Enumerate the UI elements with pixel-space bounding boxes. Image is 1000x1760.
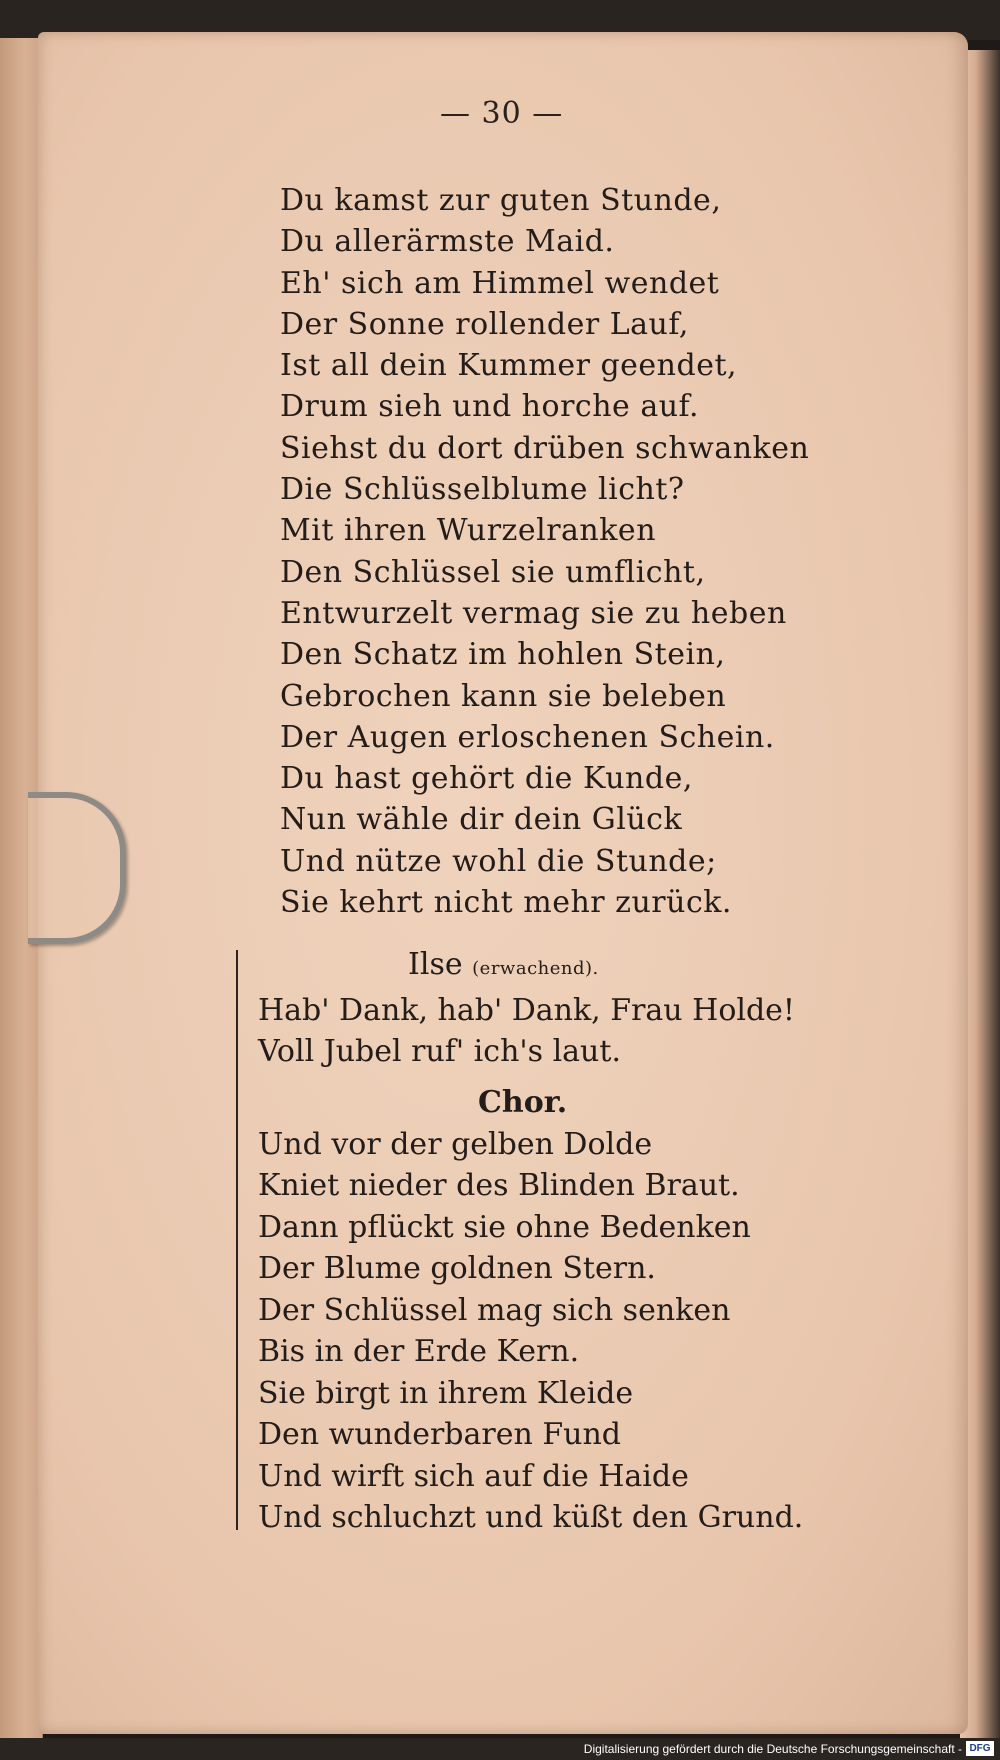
chorus-bracket — [236, 950, 252, 1530]
digitization-credit: Digitalisierung gefördert durch die Deutsche Forschungsgemeinschaft - — [583, 1742, 962, 1756]
verse-line: Die Schlüsselblume licht? — [280, 472, 685, 508]
chorus-line: Der Schlüssel mag sich senken — [258, 1292, 731, 1328]
page-number: — 30 — — [440, 96, 564, 131]
speaker-line: Voll Jubel ruf' ich's laut. — [258, 1034, 621, 1069]
speaker-line: Hab' Dank, hab' Dank, Frau Holde! — [258, 992, 795, 1028]
chorus-line: Sie birgt in ihrem Kleide — [258, 1375, 634, 1411]
chorus-line: Der Blume goldnen Stern. — [258, 1251, 656, 1286]
verse-line: Du hast gehört die Kunde, — [280, 761, 693, 797]
verse-line: Den Schatz im hohlen Stein, — [280, 637, 726, 673]
verse-line: Du allerärmste Maid. — [280, 224, 615, 260]
verse-line: Entwurzelt vermag sie zu heben — [280, 595, 787, 631]
chorus-line: Kniet nieder des Blinden Braut. — [258, 1168, 740, 1203]
chorus-line: Und wirft sich auf die Haide — [258, 1458, 689, 1494]
chorus-line: Bis in der Erde Kern. — [258, 1334, 580, 1369]
chorus-line: Den wunderbaren Fund — [258, 1417, 621, 1452]
verse-line: Gebrochen kann sie beleben — [280, 678, 727, 714]
verse-line: Nun wähle dir dein Glück — [280, 802, 683, 838]
verse-block — [280, 180, 809, 923]
page-clip — [28, 792, 126, 944]
speaker-block — [258, 944, 795, 1073]
chorus-line: Dann pflückt sie ohne Bedenken — [258, 1209, 751, 1245]
verse-line: Den Schlüssel sie umflicht, — [280, 554, 706, 590]
verse-line: Sie kehrt nicht mehr zurück. — [280, 885, 732, 921]
dfg-logo: DFG — [966, 1741, 994, 1756]
verse-line: Siehst du dort drüben schwanken — [280, 430, 810, 466]
verse-line: Du kamst zur guten Stunde, — [280, 183, 722, 218]
stage-direction: (erwachend). — [472, 958, 599, 979]
verse-line: Mit ihren Wurzelranken — [280, 513, 657, 549]
verse-line: Drum sieh und horche auf. — [280, 389, 700, 425]
chorus-block — [258, 1082, 803, 1539]
verse-line: Der Augen erloschenen Schein. — [280, 719, 775, 755]
chorus-line: Und vor der gelben Dolde — [258, 1126, 653, 1162]
speaker-heading — [258, 944, 795, 990]
chorus-bracket-tick — [222, 1210, 238, 1250]
chorus-line: Und schluchzt und küßt den Grund. — [258, 1500, 804, 1535]
verse-line: Und nütze wohl die Stunde; — [280, 843, 717, 879]
verse-line: Der Sonne rollender Lauf, — [280, 306, 689, 342]
verse-line: Ist all dein Kummer geendet, — [280, 348, 738, 384]
speaker-name: Ilse — [408, 947, 463, 982]
chorus-heading: Chor. — [478, 1085, 568, 1120]
verse-line: Eh' sich am Himmel wendet — [280, 265, 720, 301]
